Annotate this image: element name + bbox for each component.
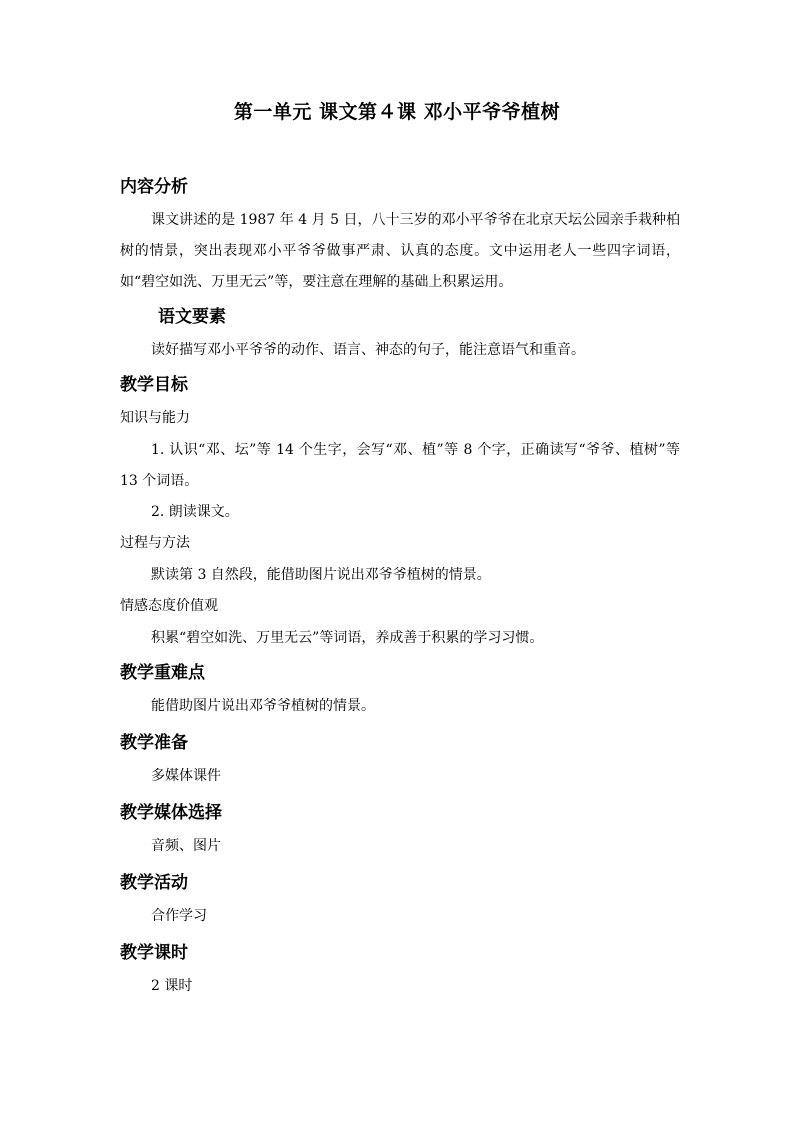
paragraph-hours: 2 课时 [151,978,193,994]
heading-media: 教学媒体选择 [120,803,222,823]
document-body [120,172,680,1002]
paragraph-language-elements: 读好描写邓小平爷爷的动作、语言、神态的句子，能注意语气和重音。 [151,342,585,358]
subheading-process: 过程与方法 [120,535,190,551]
paragraph-content-analysis: 课文讲述的是 1987 年 4 月 5 日，八十三岁的邓小平爷爷在北京天坛公园亲手栽种柏树的情景，突出表现邓小平爷爷做事严肃、认真的态度。文中运用老人一些四字词语，如“碧空如洗、万里无云”等，要注意在理解的基础上积累运用。 [120,212,680,290]
goal-item-1: 1. 认识“邓、坛”等 14 个生字，会写“邓、植”等 8 个字，正确读写“爷爷、植树”等 13 个词语。 [120,442,680,489]
heading-teaching-goals: 教学目标 [120,375,188,395]
goal-item-2: 2. 朗读课文。 [151,504,239,520]
heading-activity: 教学活动 [120,873,188,893]
paragraph-preparation: 多媒体课件 [151,768,221,784]
paragraph-emotion: 积累“碧空如洗、万里无云”等词语，养成善于积累的学习习惯。 [151,630,544,646]
document-title: 第一单元 课文第４课 邓小平爷爷植树 [233,101,561,123]
heading-content-analysis: 内容分析 [120,177,188,197]
heading-language-elements: 语文要素 [158,307,226,327]
heading-key-points: 教学重难点 [120,663,205,683]
subheading-emotion: 情感态度价值观 [120,598,218,614]
heading-hours: 教学课时 [120,943,188,963]
subheading-knowledge: 知识与能力 [120,410,190,426]
paragraph-process: 默读第 3 自然段，能借助图片说出邓爷爷植树的情景。 [151,567,491,583]
paragraph-media: 音频、图片 [151,838,221,854]
paragraph-key-points: 能借助图片说出邓爷爷植树的情景。 [151,698,375,714]
paragraph-activity: 合作学习 [151,908,207,924]
heading-preparation: 教学准备 [120,733,188,753]
